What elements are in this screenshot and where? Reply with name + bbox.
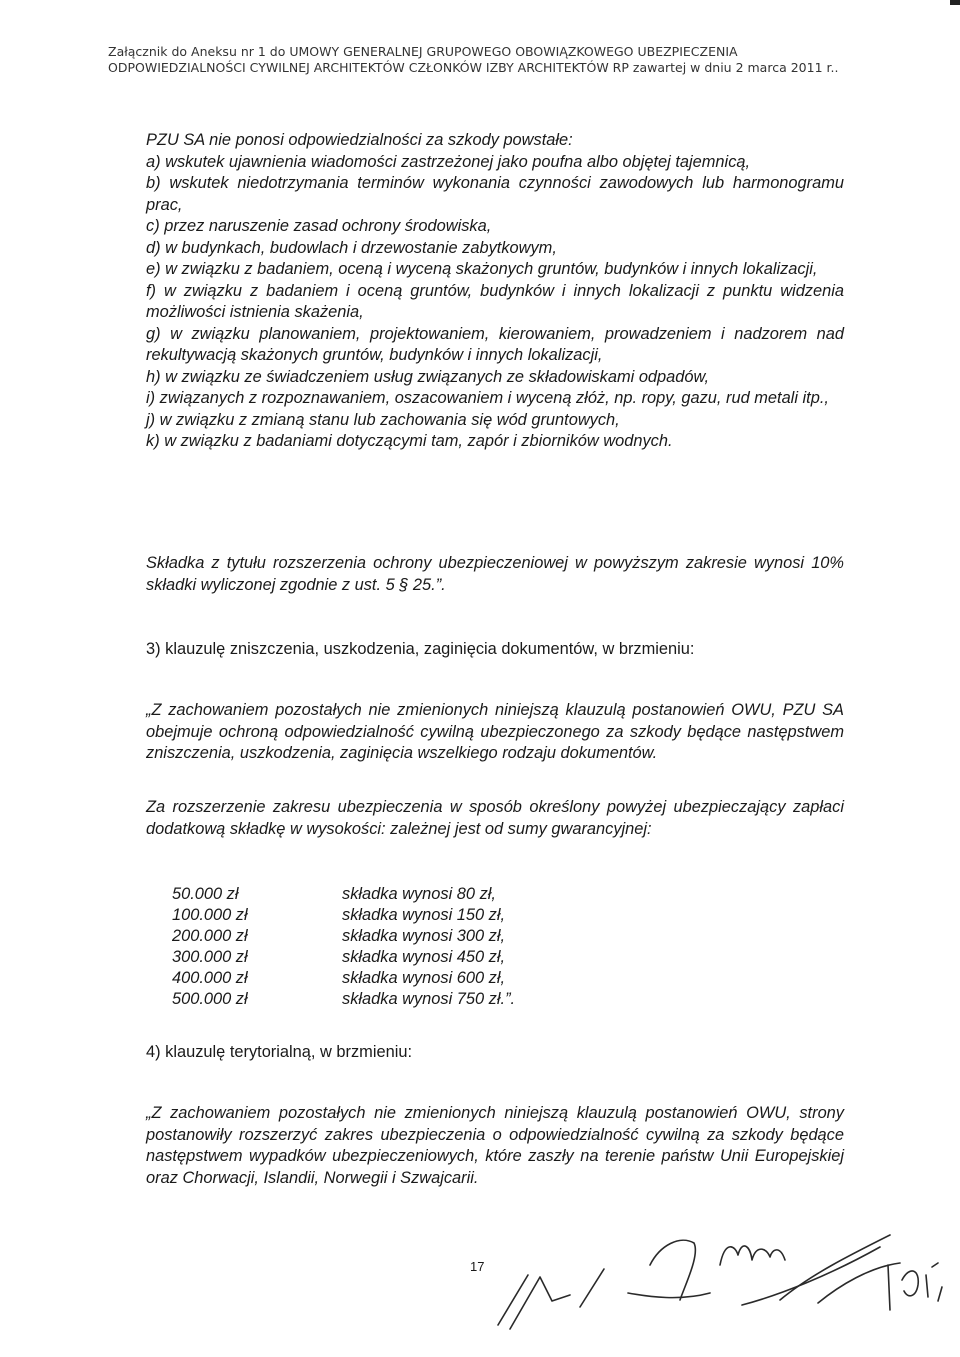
section-3-extension-text: Za rozszerzenie zakresu ubezpieczenia w sposób określony powyżej ubezpieczający zapłaci dodatkową składkę w wysokości: zależnej jest od sumy gwarancyjnej: (146, 798, 844, 838)
exclusion-item-j: j) w związku z zmianą stanu lub zachowania się wód gruntowych, (146, 410, 620, 429)
section-3-extension (146, 797, 844, 840)
premium-table (172, 884, 515, 1010)
exclusion-item-d: d) w budynkach, budowlach i drzewostanie zabytkowym, (146, 238, 557, 257)
exclusion-item-h: h) w związku ze świadczeniem usług związanych ze składowiskami odpadów, (146, 367, 709, 386)
exclusion-item-e: e) w związku z badaniem, oceną i wyceną skażonych gruntów, budynków i innych lokalizacji, (146, 260, 818, 278)
premium-note (146, 553, 844, 596)
sum-amount: 500.000 zł (172, 990, 248, 1008)
premium-row (172, 989, 515, 1010)
handwritten-signatures-icon (480, 1205, 950, 1345)
premium-amount: składka wynosi 600 zł, (342, 969, 506, 987)
exclusion-item-k: k) w związku z badaniami dotyczącymi tam, zapór i zbiorników wodnych. (146, 432, 673, 450)
scan-corner-mark (950, 0, 960, 5)
premium-amount: składka wynosi 80 zł, (342, 885, 496, 903)
section-3-heading: 3) klauzulę zniszczenia, uszkodzenia, zaginięcia dokumentów, w brzmieniu: (146, 640, 695, 658)
sum-amount: 300.000 zł (172, 948, 248, 966)
exclusions-list (146, 130, 844, 453)
premium-note-text: Składka z tytułu rozszerzenia ochrony ubezpieczeniowej w powyższym zakresie wynosi 10% składki wyliczonej zgodnie z ust. 5 § 25.”. (146, 554, 844, 594)
premium-amount: składka wynosi 750 zł.”. (342, 990, 516, 1008)
section-4-clause (146, 1103, 844, 1189)
page-number: 17 (470, 1259, 485, 1274)
premium-row (172, 905, 515, 926)
section-3-clause (146, 700, 844, 765)
exclusion-item-i: i) związanych z rozpoznawaniem, oszacowaniem i wyceną złóż, np. ropy, gazu, rud metali itp., (146, 389, 829, 407)
exclusion-item-a: a) wskutek ujawnienia wiadomości zastrzeżonej jako poufna albo objętej tajemnicą, (146, 152, 751, 171)
premium-amount: składka wynosi 450 zł, (342, 948, 506, 966)
section-3-clause-text: „Z zachowaniem pozostałych nie zmienionych niniejszą klauzulą postanowień OWU, PZU SA obejmuje ochroną odpowiedzialność cywilną ubezpieczonego za szkody będące następstwem zniszczenia, uszkodzenia, zaginięcia wszelkiego rodzaju dokumentów. (146, 701, 844, 762)
premium-amount: składka wynosi 300 zł, (342, 927, 506, 945)
exclusion-item-b: b) wskutek niedotrzymania terminów wykonania czynności zawodowych lub harmonogramu prac, (146, 174, 844, 214)
exclusion-item-c: c) przez naruszenie zasad ochrony środowiska, (146, 217, 492, 235)
sum-amount: 100.000 zł (172, 906, 248, 924)
document-header: Załącznik do Aneksu nr 1 do UMOWY GENERALNEJ GRUPOWEGO OBOWIĄZKOWEGO UBEZPIECZENIA ODPOWIEDZIALNOŚCI CYWILNEJ ARCHITEKTÓW CZŁONKÓW IZBY ARCHITEKTÓW RP zawartej w dniu 2 marca 2011 r.. (108, 44, 839, 75)
premium-row (172, 947, 515, 968)
premium-row (172, 884, 515, 905)
exclusion-item-f: f) w związku z badaniem i oceną gruntów, budynków i innych lokalizacji z punktu widzenia możliwości istnienia skażenia, (146, 281, 844, 321)
exclusions-intro: PZU SA nie ponosi odpowiedzialności za szkody powstałe: (146, 131, 573, 149)
premium-row (172, 968, 515, 989)
sum-amount: 50.000 zł (172, 885, 239, 903)
sum-amount: 400.000 zł (172, 969, 248, 987)
exclusion-item-g: g) w związku planowaniem, projektowaniem, kierowaniem, prowadzeniem i nadzorem nad rekultywacją skażonych gruntów, budynków i innych lokalizacji, (146, 324, 844, 364)
section-4-heading: 4) klauzulę terytorialną, w brzmieniu: (146, 1043, 413, 1061)
section-4-clause-text: „Z zachowaniem pozostałych nie zmienionych niniejszą klauzulą postanowień OWU, strony postanowiły rozszerzyć zakres ubezpieczenia o odpowiedzialność cywilną za szkody będące następstwem wypadków ubezpieczeniowych, które zaszły na terenie państw Unii Europejskiej oraz Chorwacji, Islandii, Norwegii i Szwajcarii. (146, 1104, 844, 1187)
sum-amount: 200.000 zł (172, 927, 248, 945)
signatures (480, 1205, 950, 1350)
premium-row (172, 926, 515, 947)
premium-amount: składka wynosi 150 zł, (342, 906, 506, 924)
